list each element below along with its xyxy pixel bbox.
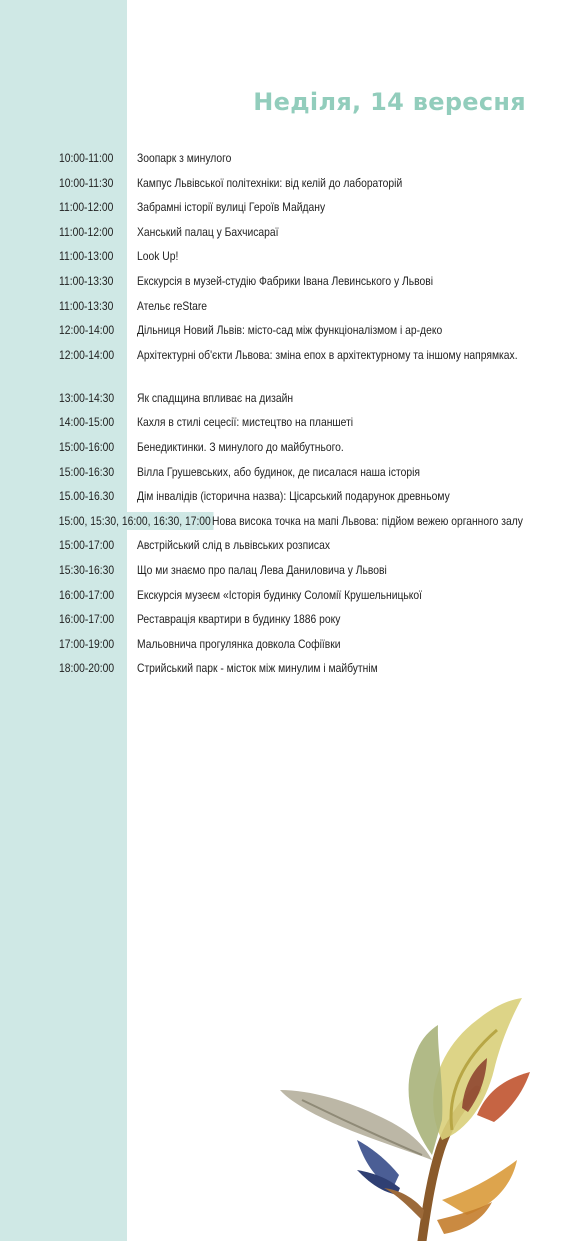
event-time: 15:00, 15:30, 16:00, 16:30, 17:00 — [57, 512, 213, 530]
event-name: Вілла Грушевських, або будинок, де писалася наша історія — [137, 464, 420, 479]
schedule-row — [0, 659, 585, 684]
event-name: Бенедиктинки. З минулого до майбутнього. — [137, 439, 344, 454]
event-time: 15:30-16:30 — [59, 562, 115, 577]
event-time: 11:00-12:00 — [59, 200, 114, 215]
event-name: Екскурсія музеєм «Історія будинку Соломії Крушельницької — [137, 587, 423, 602]
schedule-row — [0, 149, 585, 174]
schedule-row — [0, 346, 585, 389]
event-time: 11:00-13:00 — [59, 249, 114, 264]
event-name: Зоопарк з минулого — [137, 151, 232, 165]
event-time: 10:00-11:00 — [59, 151, 114, 165]
event-name: Реставрація квартири в будинку 1886 року — [137, 612, 341, 627]
event-name: Ательє reStare — [137, 298, 208, 313]
event-time: 15:00-17:00 — [59, 538, 115, 553]
day-title: Неділя, 14 вересня — [253, 88, 526, 116]
event-name: Що ми знаємо про палац Лева Даниловича у Львові — [137, 562, 387, 577]
event-time: 15:00-16:30 — [59, 464, 115, 479]
event-time: 16:00-17:00 — [59, 587, 115, 602]
event-name: Кампус Львівської політехніки: від келій до лабораторій — [137, 175, 403, 190]
event-name: Мальовнича прогулянка довкола Софіївки — [137, 636, 341, 651]
event-time: 10:00-11:30 — [59, 175, 114, 190]
event-time: 15:00-16:00 — [59, 439, 115, 454]
event-time: 12:00-14:00 — [59, 347, 115, 362]
event-name: Забрамні історії вулиці Героїв Майдану — [137, 200, 326, 215]
event-time: 15.00-16.30 — [59, 489, 115, 504]
event-name: Як спадщина впливає на дизайн — [137, 390, 294, 405]
schedule-row — [0, 610, 585, 635]
event-time: 11:00-12:00 — [59, 224, 114, 239]
schedule-row — [0, 297, 585, 322]
schedule-row — [0, 438, 585, 463]
schedule-row — [0, 413, 585, 438]
schedule-row — [0, 487, 585, 512]
schedule-row — [0, 198, 585, 223]
schedule-row — [0, 223, 585, 248]
schedule-row — [0, 586, 585, 611]
event-name: Архітектурні об'єкти Львова: зміна епох в архітектурному та іншому напрямках. — [137, 347, 518, 362]
event-time: 11:00-13:30 — [59, 298, 114, 313]
event-time: 16:00-17:00 — [59, 612, 115, 627]
schedule-list — [0, 149, 585, 684]
schedule-row — [0, 463, 585, 488]
schedule-row — [0, 321, 585, 346]
event-time: 12:00-14:00 — [59, 323, 115, 338]
event-time: 14:00-15:00 — [59, 415, 115, 430]
event-name: Look Up! — [137, 249, 179, 264]
event-time: 11:00-13:30 — [59, 273, 114, 288]
event-time: 17:00-19:00 — [59, 636, 115, 651]
event-name: Дільниця Новий Львів: місто-сад між функціоналізмом і ар-деко — [137, 323, 443, 338]
schedule-row — [0, 561, 585, 586]
event-name: Кахля в стилі сецесії: мистецтво на планшеті — [137, 415, 354, 430]
event-name: Нова висока точка на мапі Львова: підйом вежею органного залу — [212, 513, 523, 528]
schedule-row — [0, 389, 585, 414]
schedule-row — [0, 272, 585, 297]
event-name: Австрійський слід в львівських розписах — [137, 538, 330, 553]
event-time: 18:00-20:00 — [59, 661, 115, 676]
event-name: Ханський палац у Бахчисараї — [137, 224, 279, 239]
event-time: 13:00-14:30 — [59, 390, 115, 405]
event-name: Екскурсія в музей-студію Фабрики Івана Левинського у Львові — [137, 273, 434, 288]
acanthus-leaf-icon — [272, 990, 537, 1241]
schedule-row — [0, 512, 585, 537]
event-name: Дім інвалідів (історична назва): Цісарський подарунок древньому — [137, 489, 450, 504]
schedule-row — [0, 174, 585, 199]
schedule-row — [0, 536, 585, 561]
schedule-row — [0, 635, 585, 660]
event-name: Стрийський парк - місток між минулим і майбутнім — [137, 661, 378, 676]
schedule-row — [0, 247, 585, 272]
